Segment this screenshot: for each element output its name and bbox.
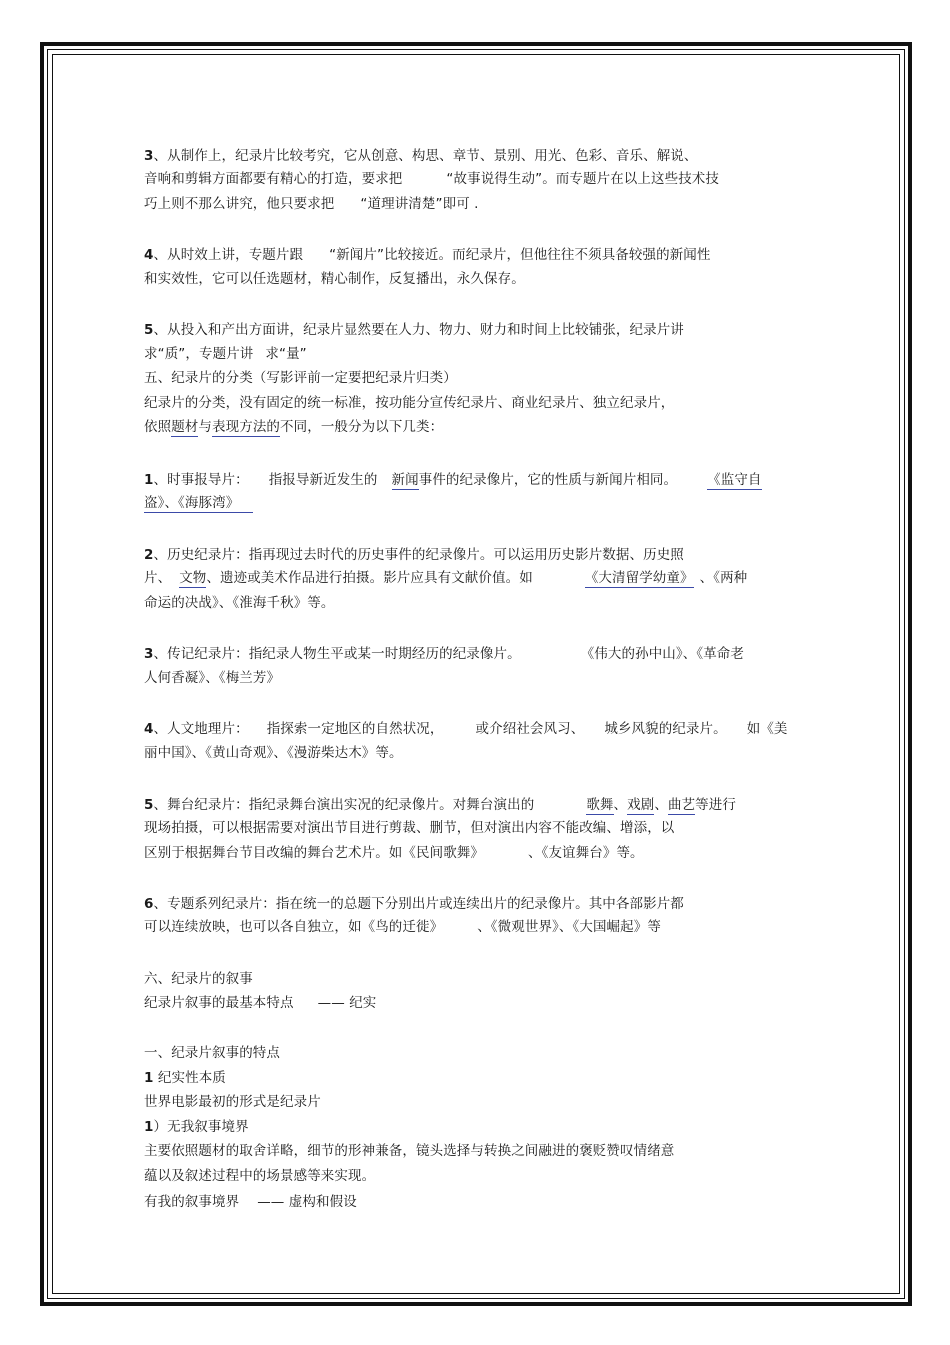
text-line: 区别于根据舞台节目改编的舞台艺术片。如《民间歌舞》 、《友谊舞台》等。 (144, 845, 644, 861)
text-line: 和实效性，它可以任选题材，精心制作，反复播出，永久保存。 (144, 271, 525, 287)
section-heading: 一、纪录片叙事的特点 (144, 1045, 280, 1061)
text-line: 现场拍摄，可以根据需要对演出节目进行剪裁、删节，但对演出内容不能改编、增添，以 (144, 820, 675, 836)
text-line: 纪录片叙事的最基本特点 —— 纪实 (144, 995, 377, 1011)
text-line: 4、人文地理片： 指探索一定地区的自然状况， 或介绍社会风习、 城乡风貌的纪录片。 如《美 (144, 721, 788, 737)
text-line: 主要依照题材的取舍详略，细节的形神兼备，镜头选择与转换之间融进的褒贬赞叹情绪意 (144, 1143, 675, 1159)
text-line: 片、 文物、遗迹或美术作品进行拍摄。影片应具有文献价值。如 《大清留学幼童》 、《两种 (144, 570, 748, 586)
text-line: 1 纪实性本质 (144, 1070, 226, 1086)
text-line: 求“质”，专题片讲 求“量” (144, 346, 307, 362)
section-heading: 六、纪录片的叙事 (144, 971, 253, 987)
text-line: 音响和剪辑方面都要有精心的打造，要求把 “故事说得生动”。而专题片在以上这些技术技 (144, 171, 719, 187)
text-line: 纪录片的分类，没有固定的统一标准，按功能分宣传纪录片、商业纪录片、独立纪录片， (144, 395, 675, 411)
text-line: 人何香凝》、《梅兰芳》 (144, 670, 281, 686)
text-line: 盗》、《海豚湾》 (144, 494, 253, 512)
text-line: 5、舞台纪录片：指纪录舞台演出实况的纪录像片。对舞台演出的 歌舞、戏剧、曲艺等进行 (144, 797, 736, 813)
text-line: 3、从制作上，纪录片比较考究，它从创意、构思、章节、景别、用光、色彩、音乐、解说、 (144, 148, 698, 164)
text-line: 巧上则不那么讲究，他只要求把 “道理讲清楚”即可 . (144, 196, 479, 212)
text-line: 可以连续放映，也可以各自独立，如《鸟的迁徙》 、《微观世界》、《大国崛起》等 (144, 919, 661, 935)
section-heading: 五、纪录片的分类（写影评前一定要把纪录片归类） (144, 370, 457, 386)
text-line: 有我的叙事境界 —— 虚构和假设 (144, 1194, 357, 1210)
text-line: 2、历史纪录片：指再现过去时代的历史事件的纪录像片。可以运用历史影片数据、历史照 (144, 547, 684, 563)
text-line: 3、传记纪录片：指纪录人物生平或某一时期经历的纪录像片。 《伟大的孙中山》、《革命老 (144, 646, 745, 662)
text-line: 丽中国》、《黄山奇观》、《漫游柴达木》等。 (144, 745, 403, 761)
text-line: 6、专题系列纪录片：指在统一的总题下分别出片或连续出片的纪录像片。其中各部影片都 (144, 896, 684, 912)
text-line: 5、从投入和产出方面讲，纪录片显然要在人力、物力、财力和时间上比较铺张，纪录片讲 (144, 322, 684, 338)
text-line: 世界电影最初的形式是纪录片 (144, 1094, 321, 1110)
text-line: 4、从时效上讲，专题片跟 “新闻片”比较接近。而纪录片，但他往往不须具备较强的新闻性 (144, 247, 711, 263)
text-line: 命运的决战》、《淮海千秋》等。 (144, 595, 335, 611)
text-line: 依照题材与表现方法的不同，一般分为以下几类： (144, 419, 444, 435)
text-line: 1）无我叙事境界 (144, 1119, 249, 1135)
text-line: 蕴以及叙述过程中的场景感等来实现。 (144, 1168, 376, 1184)
text-line: 1、时事报导片： 指报导新近发生的 新闻事件的纪录像片，它的性质与新闻片相同。 《监守自 (144, 472, 762, 488)
